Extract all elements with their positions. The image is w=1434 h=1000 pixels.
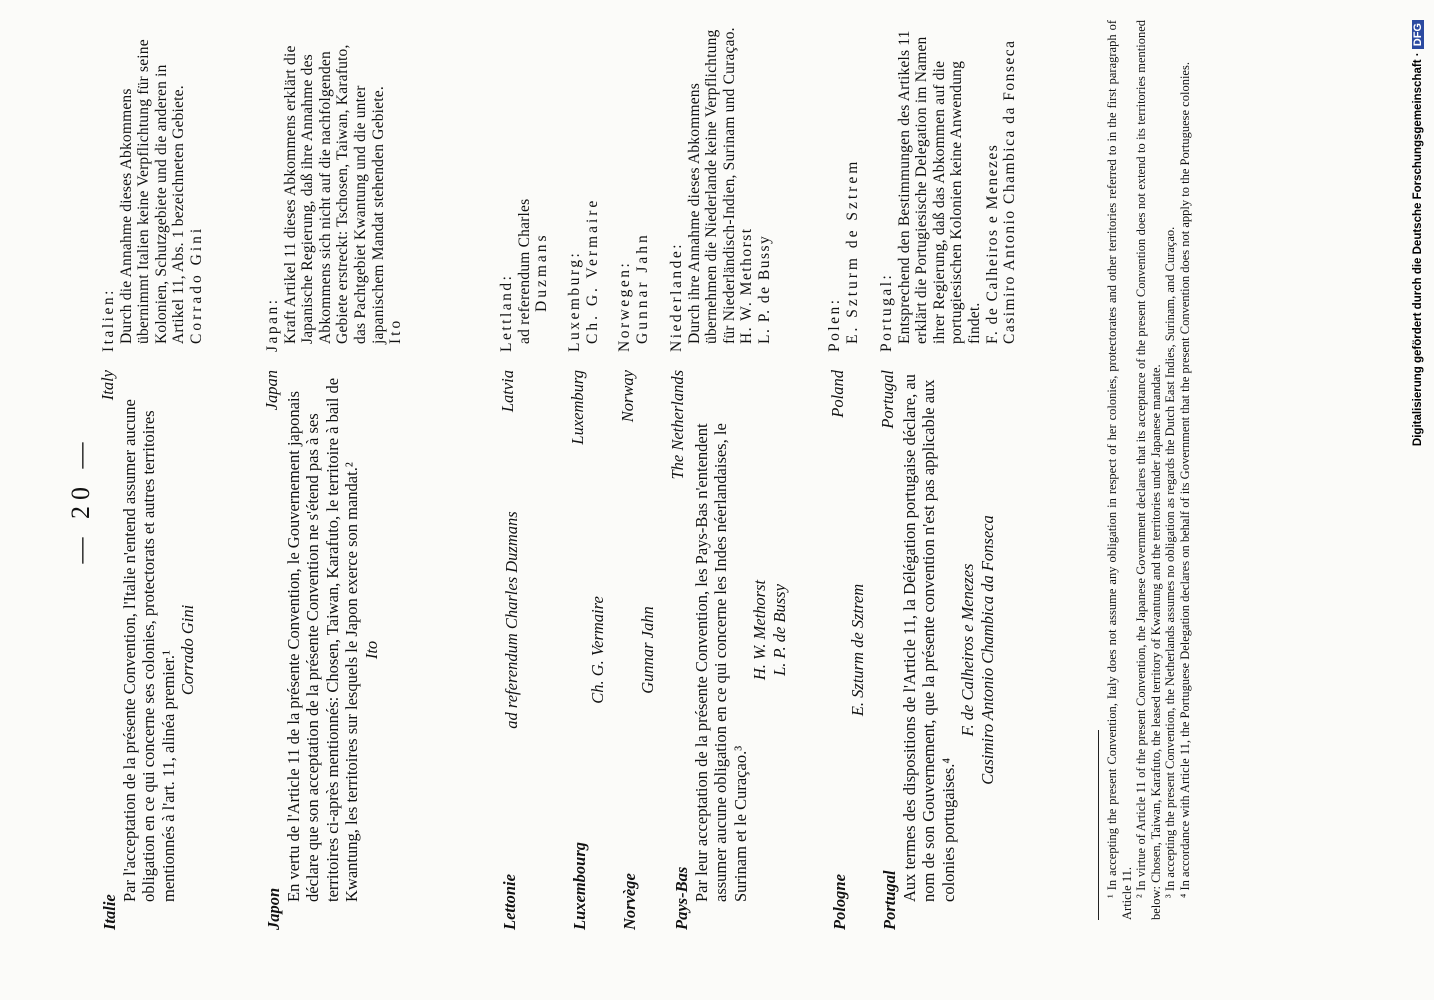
footnotes <box>1105 20 1193 920</box>
signature: Corrado Gini <box>178 604 197 696</box>
en-label: Norway <box>618 370 637 423</box>
section-japan-de <box>264 22 405 352</box>
fr-text: Aux termes des dispositions de l'Article 11, la Délégation portugaise déclare, au nom de son Gouvernement, que la présente convention n'est pas applicable aux colonies portugaises.⁴ <box>899 374 958 902</box>
page-number: — 20 — <box>66 436 95 564</box>
signature-2: Casimiro Antonio Chambica da Fonseca <box>977 515 997 785</box>
de-label: Niederlande: <box>668 241 685 352</box>
footnote-4: ⁴ In accordance with Article 11, the Portuguese Delegation declares on behalf of its Government that the present Convention does not apply to the Portuguese colonies. <box>1177 62 1192 898</box>
footnote-3: ³ In accepting the present Convention, the Netherlands assumes no obligation as regards the Dutch East Indies, Surinam, and Curaçao. <box>1163 226 1178 898</box>
footnote-rule <box>1098 730 1099 920</box>
de-label: Portugal: <box>878 272 895 352</box>
de-signature-2: L. P. de Bussy <box>755 234 773 344</box>
en-label: Portugal <box>878 370 897 429</box>
de-label: Italien: <box>100 288 117 352</box>
section-italy-de <box>100 22 206 352</box>
de-signature: H. W. Methorst <box>738 227 756 344</box>
de-label: Luxemburg: <box>566 250 583 352</box>
fr-label: Portugal <box>880 870 899 930</box>
de-signature: E. Szturm de Sztrem <box>843 158 861 344</box>
de-signature: Ito <box>387 317 405 344</box>
footnote-2: ² In virtue of Article 11 of the present Convention, the Japanese Government declares that its acceptance of the present Convention does not extend to its territories mentioned below: Chosen, Taiwan, Karafuto, the leased territory of Kwantung and the territories under Japanese mandate. <box>1134 20 1163 920</box>
fr-label: Japon <box>264 887 283 930</box>
de-signature: Corrado Gini <box>187 225 205 344</box>
fr-label: Pays-Bas <box>672 866 691 930</box>
section-netherlands-de <box>668 22 774 352</box>
fr-label: Italie <box>100 894 119 930</box>
en-label: Latvia <box>498 370 517 413</box>
de-label: Lettland: <box>498 273 515 352</box>
de-signature: Gunnar Jahn <box>633 232 651 344</box>
en-label: Italy <box>98 370 117 401</box>
en-label: Poland <box>828 370 847 418</box>
footnote-1: ¹ In accepting the present Convention, Italy does not assume any obligation in respect of her colonies, protectorates and other territories referred to in the first paragraph of Article 11. <box>1105 20 1134 920</box>
section-latvia-de <box>498 22 551 352</box>
section-portugal-de <box>878 22 1019 352</box>
section-netherlands-fr <box>672 370 789 930</box>
digitization-notice <box>1412 20 1424 980</box>
dfg-logo: DFG <box>1412 20 1424 49</box>
en-label: Luxemburg <box>568 370 587 445</box>
section-luxembourg-de <box>566 22 601 352</box>
fr-label: Norvège <box>620 873 639 930</box>
signature: Ch. G. Vermaire <box>587 596 607 704</box>
signature: ad referendum Charles Duzmans <box>501 511 521 729</box>
de-signature-2: Casimiro Antonio Chambica da Fonseca <box>1001 39 1019 344</box>
de-text: ad referendum Charles <box>515 198 533 344</box>
signature: H. W. Methorst <box>750 579 769 681</box>
de-text: Entsprechend den Bestimmungen des Artikels 11 erklärt die Portugiesische Delegation im Namen ihrer Regierung, daß das Abkommen auf die portugiesischen Kolonien keine Anwendung findet. <box>895 30 983 344</box>
section-poland-de <box>826 22 861 352</box>
de-text: Durch ihre Annahme dieses Abkommens übernehmen die Niederlande keine Verpflichtung für Niederländisch-Indien, Surinam und Curaçao. <box>685 27 738 344</box>
fr-label: Luxembourg <box>570 841 589 930</box>
de-label: Japan: <box>264 297 281 352</box>
digitization-text: Digitalisierung gefördert durch die Deutsche Forschungsgemeinschaft · <box>1412 52 1424 447</box>
en-label: The Netherlands <box>668 370 687 480</box>
fr-text: Par leur acceptation de la présente Convention, les Pays-Bas n'entendent assumer aucune obligation en ce qui concerne les Indes néerlandaises, le Surinam et le Curaçao.³ <box>691 423 750 902</box>
fr-label: Lettonie <box>500 874 519 930</box>
section-norway-de <box>616 22 651 352</box>
de-signature: Duzmans <box>533 232 551 312</box>
de-signature: F. de Calheiros e Menezes <box>983 143 1001 344</box>
en-label: Japan <box>262 370 281 411</box>
signature: F. de Calheiros e Menezes <box>958 563 977 737</box>
signature: Gunnar Jahn <box>637 606 657 694</box>
de-label: Norwegen: <box>616 260 633 352</box>
de-text: Kraft Artikel 11 dieses Abkommens erklärt die Japanische Regierung, daß ihre Annahme des Abkommens sich nicht auf die nachfolgenden Gebiete erstreckt: Tschosen, Taiwan, Karafuto, das Pachtgebiet Kwantung und die unter japanischem Mandat stehenden Gebiete. <box>281 44 387 344</box>
fr-text: En vertu de l'Article 11 de la présente Convention, le Gouvernement japonais déclare que son acceptation de la présente Convention ne s'étend pas à ses territoires ci-après mentionnés: Chosen, Taiwan, Karafuto, le territoire à bail de Kwantung, les territoires sur lesquels le Japon exerce son mandat.² <box>283 377 361 902</box>
signature: E. Szturm de Sztrem <box>847 583 867 717</box>
fr-text: Par l'acceptation de la présente Convention, l'Italie n'entend assumer aucune obligation en ce qui concerne ses colonies, protectorats et autres territoires mentionnés à l'art. 11, alinéa premier.¹ <box>119 399 178 902</box>
de-label: Polen: <box>826 297 843 352</box>
de-text: Durch die Annahme dieses Abkommens übernimmt Italien keine Verpflichtung für seine Kolonien, Schutzgebiete und die anderen in Artikel 11, Abs. 1 bezeichneten Gebiete. <box>117 39 188 344</box>
signature: Ito <box>361 640 381 660</box>
fr-label: Pologne <box>830 874 849 930</box>
signature-2: L. P. de Bussy <box>769 584 789 676</box>
de-signature: Ch. G. Vermaire <box>583 197 601 344</box>
